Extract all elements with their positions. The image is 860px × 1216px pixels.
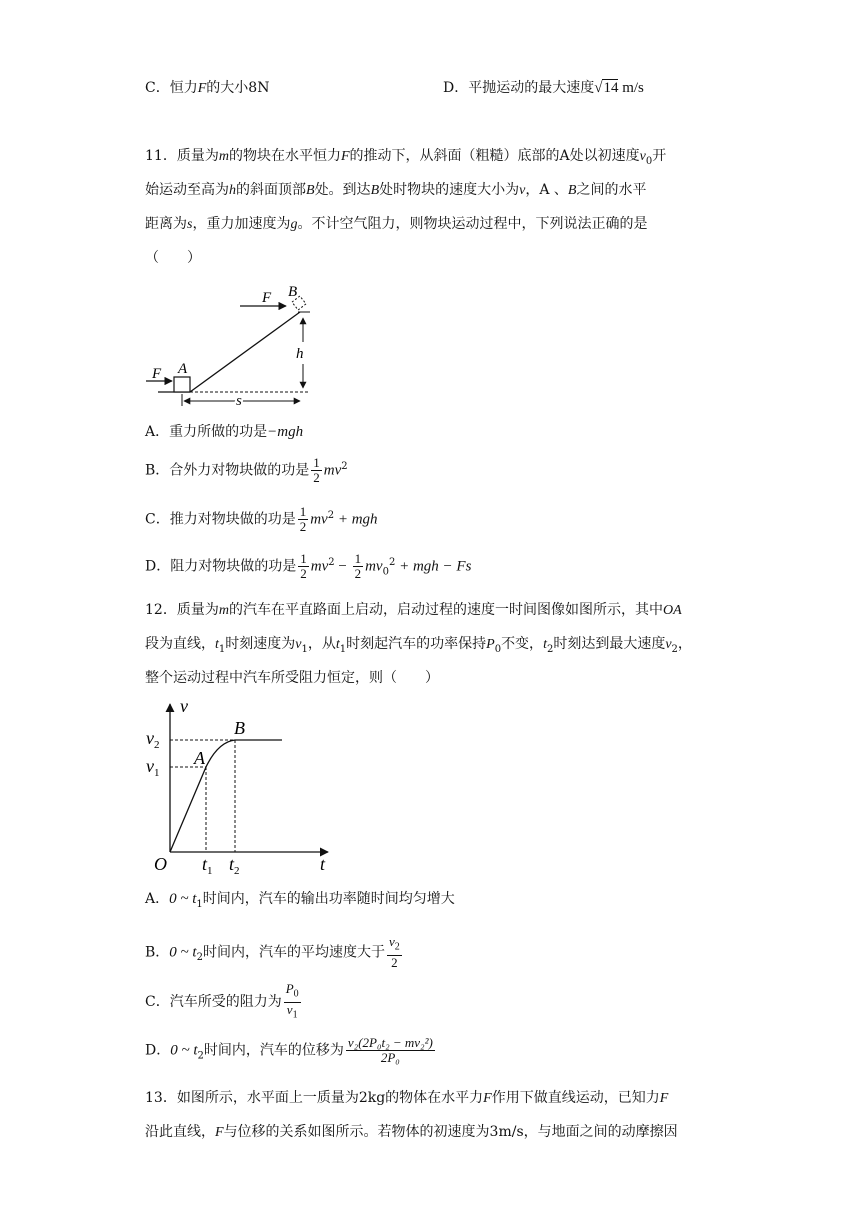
q10-option-c: C．恒力F的大小8N <box>145 80 270 96</box>
q11-option-d: D．阻力对物块做的功是 $\frac{1}{2}$ $mv^2$ − $\frac{1}{2}$ $mv_0^2$ + mgh − Fs <box>145 551 472 581</box>
q12-option-b: B．0 ~ $t_2$时间内，汽车的平均速度大于 $\frac{v_2}{2}$ <box>145 934 400 970</box>
q12-fig-label-t1: $t_1$ <box>202 854 213 874</box>
q12-fig-origin: O <box>154 854 167 874</box>
q12-fig-label-v2: $v_2$ <box>146 728 160 751</box>
q12-vt-graph <box>140 694 340 874</box>
q12-fig-axis-v: v <box>180 696 188 716</box>
q12-option-d: D．0 ~ $t_2$时间内，汽车的位移为 $\frac{\text{v₂(2P₀t₂ − mv₂²)}}{\text{2P₀}}$ <box>145 1035 433 1065</box>
q12-fig-label-a: A <box>194 748 205 768</box>
q11-stem-line3: 距离为s，重力加速度为g。不计空气阻力，则物块运动过程中，下列说法正确的是 <box>145 216 648 232</box>
q11-fig-label-f-top: F <box>262 290 272 306</box>
q13-stem-line2: 沿此直线，F与位移的关系如图所示。若物体的初速度为3m/s，与地面之间的动摩擦因 <box>145 1124 678 1140</box>
q12-fig-axis-t: t <box>320 854 326 874</box>
q10-option-d: D．平抛运动的最大速度√14 m/s <box>443 80 644 96</box>
q12-option-c: C．汽车所受的阻力为 $\frac{P_0}{v_1}$ <box>145 981 299 1021</box>
q11-fig-label-a: A <box>178 361 188 377</box>
q11-stem-line1: 11．质量为m的物块在水平恒力F的推动下，从斜面（粗糙）底部的A处以初速度$v_0$开 <box>145 148 667 167</box>
q12-fig-label-v1: $v_1$ <box>146 756 160 779</box>
q12-fig-label-t2: $t_2$ <box>229 854 240 874</box>
q13-stem-line1: 13．如图所示，水平面上一质量为2kg的物体在水平力F作用下做直线运动，已知力F <box>145 1090 669 1106</box>
q12-fig-label-b: B <box>234 718 245 738</box>
q11-fig-label-h: h <box>296 346 304 362</box>
q12-stem-line3: 整个运动过程中汽车所受阻力恒定，则（ ） <box>145 670 439 686</box>
q11-stem-line2: 始运动至高为h的斜面顶部B处。到达B处时物块的速度大小为v，A 、B之间的水平 <box>145 182 647 198</box>
q11-blank: （ ） <box>145 250 201 266</box>
q12-stem-line1: 12．质量为m的汽车在平直路面上启动，启动过程的速度一时间图像如图所示，其中OA <box>145 602 682 618</box>
q11-option-a: A．重力所做的功是−mgh <box>145 424 304 440</box>
q12-stem-line2: 段为直线，$t_1$时刻速度为$v_1$，从$t_1$时刻起汽车的功率保持$P_0$不变，$t_2$时刻达到最大速度$v_2$， <box>145 636 692 655</box>
q11-option-b: B．合外力对物块做的功是 $\frac{1}{2}$ $mv^2$ <box>145 455 348 485</box>
q12-option-a: A．0 ~ $t_1$时间内，汽车的输出功率随时间均匀增大 <box>145 891 455 910</box>
q11-option-c: C．推力对物块做的功是 $\frac{1}{2}$ $mv^2$ + mgh <box>145 504 378 534</box>
q11-fig-label-b: B <box>288 284 298 300</box>
q11-fig-label-f-left: F <box>152 366 162 382</box>
q11-fig-label-s: s <box>236 393 242 409</box>
q11-incline-figure <box>140 280 330 410</box>
